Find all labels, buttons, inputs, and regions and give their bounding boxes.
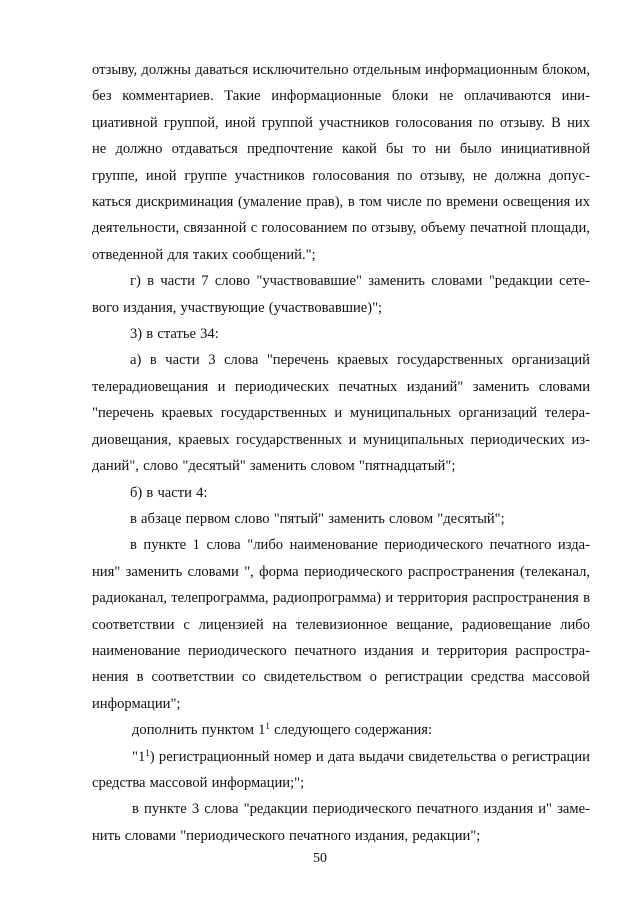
paragraph: в пункте 1 слова "либо наименование периодического печатного издания" заменить словами ", форма периодического распространения (телеканал, радиоканал, телепрограмма, радиопрограмма) и территория распространения в соответствии с лицензией на телевизионное вещание, радиовещание либо наименование периодического печатного издания и территория распространения в соответствии со свидетельством о регистрации средства массовой информации"; <box>92 537 590 712</box>
paragraph: 3) в статье 34: <box>130 326 219 343</box>
paragraph: отзыву, должны даваться исключительно отдельным информационным блоком, без комментариев. Такие информационные блоки не оплачиваются инициативной группой, иной группой участников голосования по отзыву. В них не должно отдаваться предпочтение какой бы то ни было инициативной группе, иной группе участников голосования по отзыву, не должна допускаться дискриминация (умаление прав), в том числе по времени освещения их деятельности, связанной с голосованием по отзыву, объему печатной площади, отведенной для таких сообщений."; <box>92 62 590 263</box>
page-number: 50 <box>313 851 327 866</box>
paragraph-text: дополнить пунктом 1 <box>132 722 266 739</box>
superscript: 1 <box>145 747 150 758</box>
paragraph-text: следующего содержания: <box>269 722 433 739</box>
paragraph <box>92 744 590 797</box>
paragraph-text: ) регистрационный номер и дата выдачи свидетельства о регистрации средства массовой информации;"; <box>92 748 590 791</box>
body-text <box>92 57 590 849</box>
paragraph <box>92 717 590 743</box>
paragraph: а) в части 3 слова "перечень краевых государственных организаций телерадиовещания и периодических печатных изданий" заменить словами "перечень краевых государственных и муниципальных организаций телерадиовещания, краевых государственных и муниципальных периодических изданий", слово "десятый" заменить словом "пятнадцатый"; <box>92 352 590 475</box>
paragraph: в абзаце первом слово "пятый" заменить словом "десятый"; <box>130 510 505 527</box>
paragraph: г) в части 7 слово "участвовавшие" заменить словами "редакции сетевого издания, участвующие (участвовавшие)"; <box>92 273 590 316</box>
paragraph: в пункте 3 слова "редакции периодического печатного издания и" заменить словами "периодического печатного издания, редакции"; <box>92 801 590 844</box>
paragraph: б) в части 4: <box>130 484 208 501</box>
superscript: 1 <box>265 721 270 732</box>
paragraph-text: "1 <box>132 748 146 765</box>
